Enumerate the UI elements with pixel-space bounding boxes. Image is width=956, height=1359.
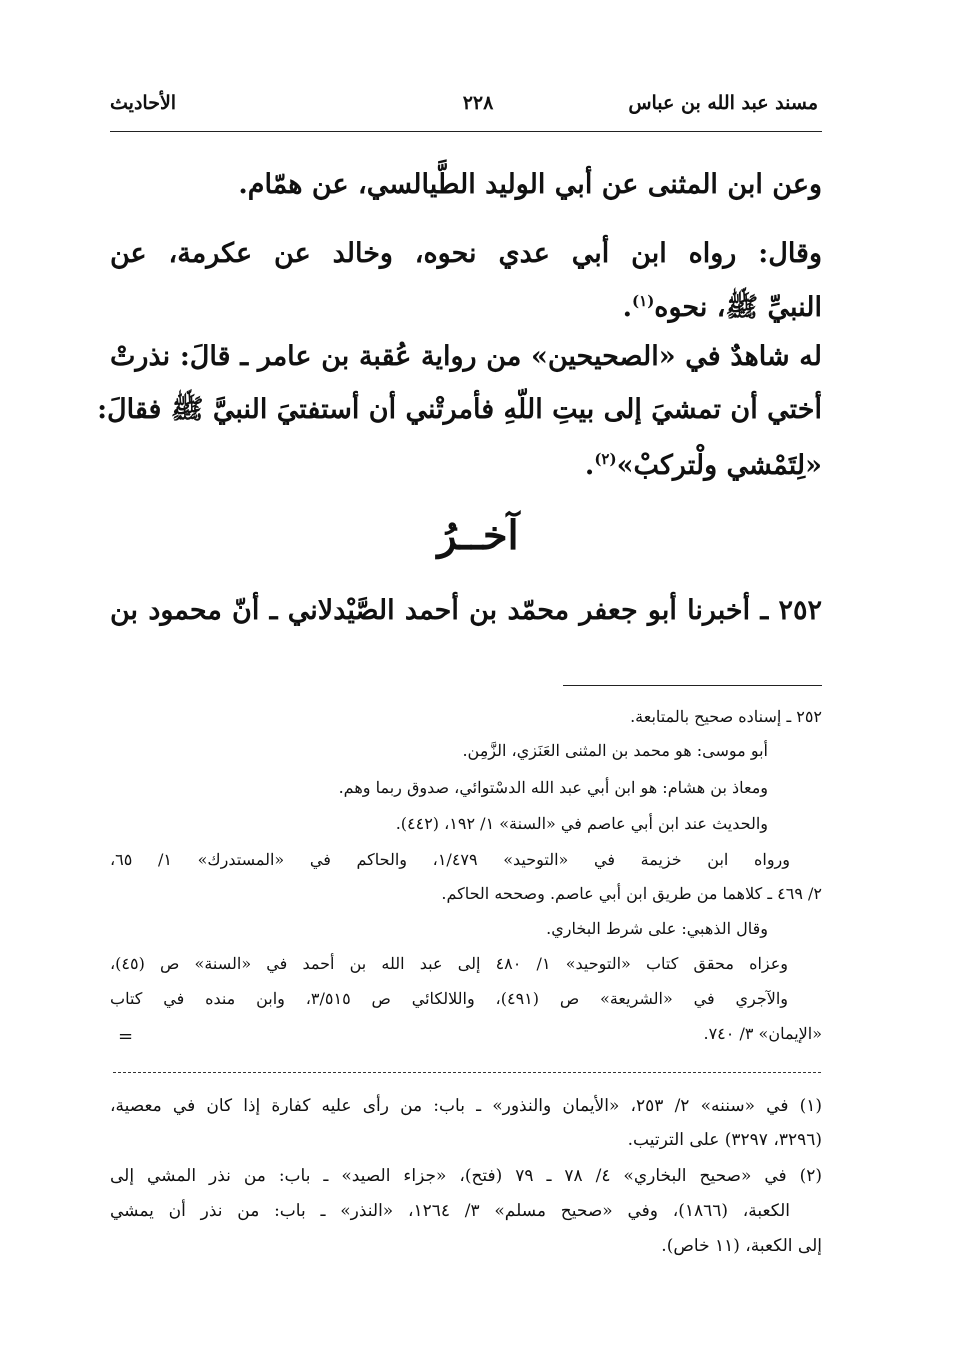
- body-line-6-dot: .: [584, 450, 595, 481]
- body-line-6-text: «لِتَمْشي ولْتركبْ»: [616, 450, 822, 481]
- body-line-6: [110, 439, 822, 486]
- takhrij-line-2: أبو موسى: هو محمد بن المثنى العَنَزي، الزَّمِن.: [462, 741, 768, 760]
- takhrij-line-10: «الإيمان» ٣/ ٧٤٠.: [703, 1024, 822, 1043]
- footnote-1-line-2: (٣٢٩٦، ٣٢٩٧) على الترتيب.: [627, 1130, 822, 1150]
- running-header-section: الأحاديث: [110, 92, 177, 114]
- body-line-2: وقال: رواه ابن أبي عدي نحوه، وخالد عن عكرمة، عن: [110, 238, 822, 269]
- footnotes-separator-dashed: [113, 1072, 821, 1073]
- takhrij-line-8: وعزاه محقق كتاب «التوحيد» ١/ ٤٨٠ إلى عبد الله بن أحمد في «السنة» ص (٤٥)،: [110, 954, 788, 973]
- footnote-2-line-3: إلى الكعبة، (١١ خاص).: [661, 1236, 822, 1256]
- notes-separator-rule: [563, 685, 822, 686]
- body-line-4: له شاهدٌ في «الصحيحين» من رواية عُقبة بن عامر ـ قالَ: نذرتْ: [110, 341, 822, 372]
- body-line-1: وعن ابن المثنى عن أبي الوليد الطَّيالسي، عن همّام.: [238, 169, 822, 200]
- footnote-2-line-2: الكعبة، (١٨٦٦)، وفي «صحيح مسلم» ٣/ ١٢٦٤، «النذر» ـ باب: من نذر أن يمشي: [110, 1201, 790, 1221]
- takhrij-line-9: والآجري في «الشريعة» ص (٤٩١)، واللالكائي ص ٣/٥١٥، وابن منده في كتاب: [110, 989, 789, 1008]
- continuation-mark: =: [118, 1026, 134, 1047]
- takhrij-line-3: ومعاذ بن هشام: هو ابن أبي عبد الله الدسْتوائي، صدوق ربما وهم.: [338, 778, 768, 797]
- section-title: آخــرُ: [437, 512, 519, 559]
- body-line-3-dot: .: [622, 292, 633, 323]
- page-number: ٢٢٨: [462, 92, 494, 114]
- footnote-ref-2: (٢): [594, 450, 617, 468]
- body-line-3: [110, 281, 822, 328]
- body-line-5: أختي أن تمشيَ إلى بيتِ اللّهِ فأمرتْني أن أستفتيَ النبيَّ ﷺ فقالَ:: [97, 394, 822, 425]
- footnote-1-line-1: (١) في «سننه» ٢/ ٢٥٣، «الأيمان والنذور» ـ باب: من رأى عليه كفارة إذا كان في معصية،: [110, 1096, 822, 1116]
- takhrij-line-1: ٢٥٢ ـ إسناده صحيح بالمتابعة.: [630, 707, 822, 726]
- takhrij-line-6: ٢/ ٤٦٩ ـ كلاهما من طريق ابن أبي عاصم. وصححه الحاكم.: [441, 884, 822, 903]
- takhrij-line-7: وقال الذهبي: على شرط البخاري.: [546, 919, 768, 938]
- footnote-ref-1: (١): [632, 292, 655, 310]
- takhrij-line-4: والحديث عند ابن أبي عاصم في «السنة» ١/ ١٩٢، (٤٤٢).: [395, 814, 768, 833]
- takhrij-line-5: ورواه ابن خزيمة في «التوحيد» ١/٤٧٩، والحاكم في «المستدرك» ١/ ٦٥،: [110, 850, 791, 869]
- hadith-252-line: ٢٥٢ ـ أخبرنا أبو جعفر محمّد بن أحمد الصَّيْدلاني ـ أنّ محمود بن: [110, 595, 822, 626]
- header-rule: [110, 131, 822, 132]
- footnote-2-line-1: (٢) في «صحيح البخاري» ٤/ ٧٨ ـ ٧٩ (فتح)، «جزاء الصيد» ـ باب: من نذر المشي إلى: [110, 1166, 822, 1186]
- running-header-book-title: مسند عبد الله بن عباس: [628, 92, 818, 114]
- body-line-3-text: النبيِّ ﷺ، نحوه: [654, 292, 822, 323]
